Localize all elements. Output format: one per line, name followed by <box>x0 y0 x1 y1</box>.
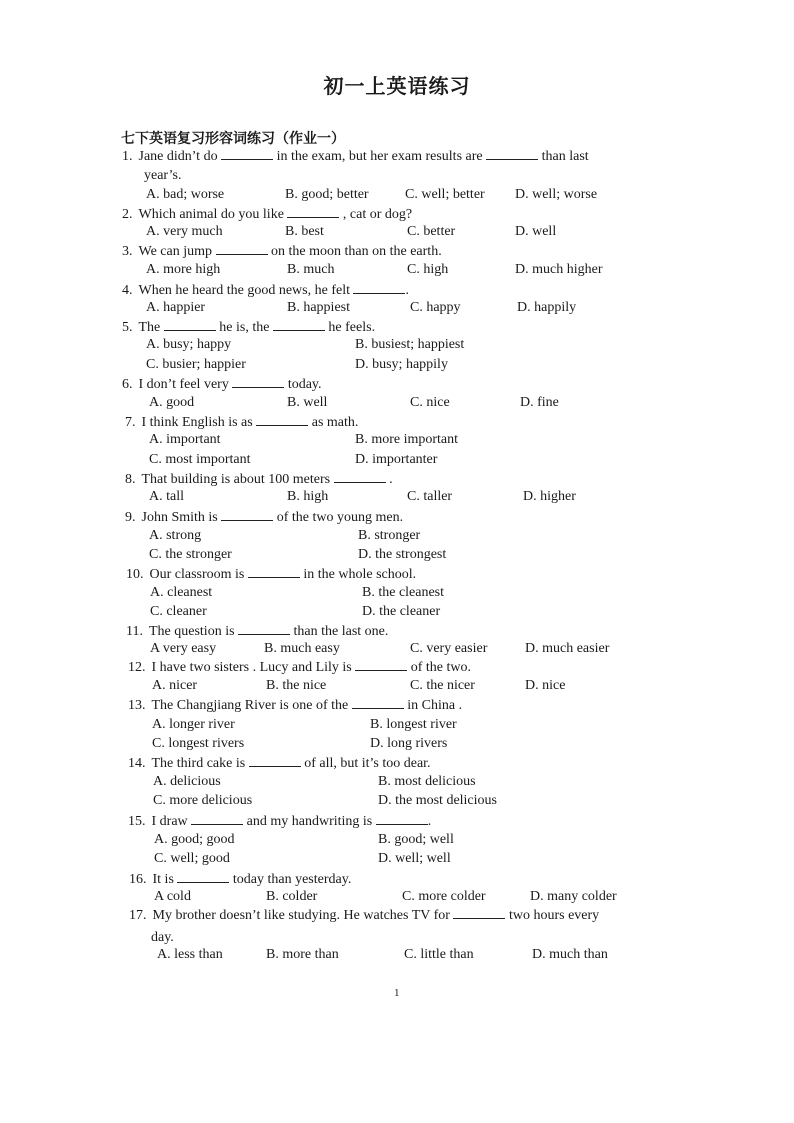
answer-option[interactable]: B. longest river <box>370 717 457 732</box>
question-number: 3. <box>122 244 133 259</box>
question-9 <box>125 508 403 527</box>
question-text: My brother doesn’t like studying. He watches TV for <box>152 908 454 923</box>
question-text: . <box>385 472 393 487</box>
answer-option[interactable]: C. well; good <box>154 851 230 866</box>
question-number: 6. <box>122 377 133 392</box>
question-text: Our classroom is <box>149 567 248 582</box>
answer-blank[interactable] <box>353 281 405 294</box>
answer-option[interactable]: D. fine <box>520 395 559 410</box>
answer-option[interactable]: C. better <box>407 224 456 239</box>
answer-blank[interactable] <box>177 870 229 883</box>
question-10 <box>126 565 416 584</box>
answer-option[interactable]: C. taller <box>407 489 453 504</box>
answer-option[interactable]: C. most important <box>149 452 251 467</box>
page-title: 初一上英语练习 <box>323 74 471 98</box>
question-text: John Smith is <box>141 510 222 525</box>
answer-blank[interactable] <box>486 147 538 160</box>
question-text: The third cake is <box>151 756 249 771</box>
answer-option[interactable]: B. much easy <box>264 641 340 656</box>
question-number: 14. <box>128 756 146 771</box>
question-text: than the last one. <box>290 624 389 639</box>
answer-option[interactable]: C. more colder <box>402 889 486 904</box>
question-text: I have two sisters . Lucy and Lily is <box>151 660 356 675</box>
answer-option[interactable]: D. nice <box>525 678 566 693</box>
answer-option[interactable]: B. busiest; happiest <box>355 337 465 352</box>
answer-blank[interactable] <box>191 812 243 825</box>
question-text: in the whole school. <box>299 567 417 582</box>
answer-option[interactable]: A. good <box>149 395 195 410</box>
question-5 <box>122 318 375 337</box>
question-text: We can jump <box>138 244 216 259</box>
question-text: Which animal do you like <box>138 207 288 222</box>
question-12 <box>128 658 471 677</box>
answer-option[interactable]: D. much easier <box>525 641 610 656</box>
question-3 <box>122 242 442 261</box>
question-text: in the exam, but her exam results are <box>273 149 487 164</box>
question-text: today. <box>284 377 322 392</box>
question-text: I draw <box>151 814 192 829</box>
question-number: 11. <box>126 624 143 639</box>
answer-option[interactable]: D. importanter <box>355 452 438 467</box>
question-number: 16. <box>129 872 147 887</box>
question-text: , cat or dog? <box>339 207 413 222</box>
answer-option[interactable]: C. the stronger <box>149 547 232 562</box>
question-text: I don’t feel very <box>138 377 233 392</box>
answer-option[interactable]: C. high <box>407 262 449 277</box>
question-text: Jane didn’t do <box>138 149 222 164</box>
answer-blank[interactable] <box>232 375 284 388</box>
question-11 <box>126 622 388 641</box>
question-number: 10. <box>126 567 144 582</box>
question-number: 7. <box>125 415 136 430</box>
answer-option[interactable]: D. much higher <box>515 262 603 277</box>
answer-blank[interactable] <box>287 205 339 218</box>
answer-option[interactable]: D. the cleaner <box>362 604 441 619</box>
answer-option[interactable]: A. tall <box>149 489 184 504</box>
question-continuation: year’s. <box>144 168 182 183</box>
answer-option[interactable]: B. most delicious <box>378 774 476 789</box>
question-text: The question is <box>148 624 239 639</box>
question-4 <box>122 281 409 300</box>
answer-option[interactable]: A. very much <box>146 224 223 239</box>
question-text: When he heard the good news, he felt <box>138 283 354 298</box>
answer-option[interactable]: C. cleaner <box>150 604 207 619</box>
question-number: 5. <box>122 320 133 335</box>
question-2 <box>122 205 412 224</box>
question-6 <box>122 375 322 394</box>
answer-option[interactable]: C. well; better <box>405 187 485 202</box>
answer-option[interactable]: B. more than <box>266 947 339 962</box>
question-number: 15. <box>128 814 146 829</box>
answer-option[interactable]: D. well; worse <box>515 187 598 202</box>
answer-option[interactable]: C. more delicious <box>153 793 253 808</box>
answer-blank[interactable] <box>238 622 290 635</box>
question-number: 4. <box>122 283 133 298</box>
answer-option[interactable]: C. little than <box>404 947 474 962</box>
answer-option[interactable]: A. strong <box>149 528 202 543</box>
answer-option[interactable]: C. busier; happier <box>146 357 246 372</box>
answer-option[interactable]: D. well; well <box>378 851 451 866</box>
question-text: he feels. <box>324 320 376 335</box>
answer-option[interactable]: A. delicious <box>153 774 221 789</box>
answer-option[interactable]: B. more important <box>355 432 459 447</box>
answer-option[interactable]: B. good; better <box>285 187 369 202</box>
question-text: in China . <box>403 698 463 713</box>
answer-blank[interactable] <box>273 318 325 331</box>
question-number: 2. <box>122 207 133 222</box>
question-text: and my handwriting is <box>243 814 376 829</box>
question-15 <box>128 812 431 831</box>
answer-option[interactable]: A. less than <box>157 947 223 962</box>
question-text: he is, the <box>215 320 273 335</box>
answer-option[interactable]: A. happier <box>146 300 206 315</box>
answer-option[interactable]: A. busy; happy <box>146 337 232 352</box>
answer-option[interactable]: A. important <box>149 432 221 447</box>
answer-blank[interactable] <box>216 242 268 255</box>
question-text: . <box>405 283 409 298</box>
question-text: . <box>427 814 432 829</box>
question-text: of the two young men. <box>273 510 404 525</box>
answer-option[interactable]: D. the most delicious <box>378 793 497 808</box>
answer-option[interactable]: A. good; good <box>154 832 235 847</box>
answer-option[interactable]: C. the nicer <box>410 678 475 693</box>
question-number: 17. <box>129 908 147 923</box>
answer-option[interactable]: D. busy; happily <box>355 357 448 372</box>
answer-option[interactable]: C. longest rivers <box>152 736 245 751</box>
answer-option[interactable]: A. bad; worse <box>146 187 225 202</box>
answer-option[interactable]: B. much <box>287 262 335 277</box>
answer-option[interactable]: A. cleanest <box>150 585 213 600</box>
answer-option[interactable]: A. nicer <box>152 678 198 693</box>
answer-blank[interactable] <box>249 754 301 767</box>
question-number: 13. <box>128 698 146 713</box>
answer-blank[interactable] <box>248 565 300 578</box>
answer-blank[interactable] <box>221 147 273 160</box>
answer-option[interactable]: A. longer river <box>152 717 235 732</box>
answer-option[interactable]: D. long rivers <box>370 736 448 751</box>
answer-option[interactable]: C. very easier <box>410 641 488 656</box>
question-1 <box>122 147 589 166</box>
answer-option[interactable]: B. high <box>287 489 329 504</box>
question-text: of all, but it’s too dear. <box>300 756 431 771</box>
answer-option[interactable]: B. good; well <box>378 832 454 847</box>
question-13 <box>128 696 462 715</box>
answer-option[interactable]: B. best <box>285 224 324 239</box>
answer-option[interactable]: D. higher <box>523 489 576 504</box>
question-text: today than yesterday. <box>229 872 352 887</box>
answer-blank[interactable] <box>352 696 404 709</box>
question-14 <box>128 754 431 773</box>
answer-option[interactable]: D. much than <box>532 947 608 962</box>
answer-option[interactable]: D. the strongest <box>358 547 447 562</box>
answer-option[interactable]: B. the cleanest <box>362 585 445 600</box>
question-8 <box>125 470 393 489</box>
answer-option[interactable]: A. more high <box>146 262 221 277</box>
question-text: as math. <box>308 415 359 430</box>
answer-blank[interactable] <box>453 906 505 919</box>
answer-option[interactable]: D. happily <box>517 300 577 315</box>
answer-option[interactable]: D. well <box>515 224 557 239</box>
answer-option[interactable]: C. nice <box>410 395 450 410</box>
answer-blank[interactable] <box>355 658 407 671</box>
answer-option[interactable]: B. colder <box>266 889 318 904</box>
question-17 <box>129 906 599 925</box>
question-text: two hours every <box>505 908 600 923</box>
question-text: on the moon than on the earth. <box>267 244 442 259</box>
answer-option[interactable]: C. happy <box>410 300 461 315</box>
answer-option[interactable]: B. the nice <box>266 678 327 693</box>
answer-blank[interactable] <box>221 508 273 521</box>
question-7 <box>125 413 358 432</box>
answer-blank[interactable] <box>376 812 428 825</box>
question-text: It is <box>152 872 178 887</box>
answer-blank[interactable] <box>164 318 216 331</box>
question-text: I think English is as <box>141 415 257 430</box>
answer-blank[interactable] <box>256 413 308 426</box>
answer-option[interactable]: A cold <box>154 889 191 904</box>
answer-blank[interactable] <box>334 470 386 483</box>
question-text: of the two. <box>407 660 472 675</box>
exercise-heading: 七下英语复习形容词练习（作业一） <box>121 131 345 147</box>
answer-option[interactable]: D. many colder <box>530 889 617 904</box>
question-text: The Changjiang River is one of the <box>151 698 352 713</box>
question-number: 9. <box>125 510 136 525</box>
question-text: than last <box>538 149 589 164</box>
question-number: 8. <box>125 472 136 487</box>
answer-option[interactable]: B. well <box>287 395 328 410</box>
question-number: 1. <box>122 149 133 164</box>
question-text: That building is about 100 meters <box>141 472 334 487</box>
question-16 <box>129 870 351 889</box>
page-number: 1 <box>394 987 400 999</box>
answer-option[interactable]: B. stronger <box>358 528 421 543</box>
answer-option[interactable]: A very easy <box>150 641 217 656</box>
question-number: 12. <box>128 660 146 675</box>
question-continuation: day. <box>151 930 174 945</box>
question-text: The <box>138 320 164 335</box>
answer-option[interactable]: B. happiest <box>287 300 350 315</box>
